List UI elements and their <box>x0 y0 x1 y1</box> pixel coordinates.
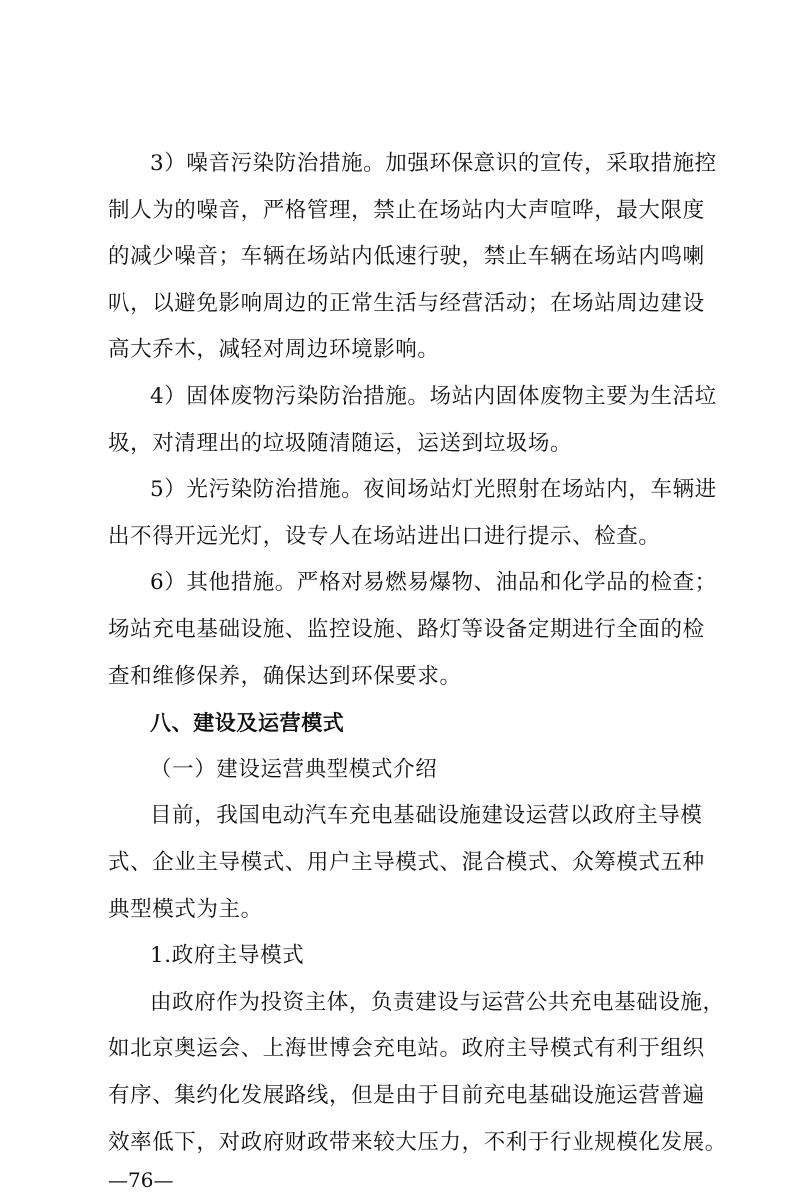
paragraph-line: 6）其他措施。严格对易燃易爆物、油品和化学品的检查； <box>150 570 717 596</box>
subsection-heading: 1.政府主导模式 <box>150 943 305 969</box>
subsection-heading: （一）建设运营典型模式介绍 <box>150 756 438 782</box>
paragraph-line: 制人为的噪音，严格管理，禁止在场站内大声喧哗，最大限度 <box>108 197 705 223</box>
paragraph-line: 查和维修保养，确保达到环保要求。 <box>108 663 462 689</box>
paragraph-line: 的减少噪音；车辆在场站内低速行驶，禁止车辆在场站内鸣喇 <box>108 244 705 270</box>
paragraph-line: 目前，我国电动汽车充电基础设施建设运营以政府主导模 <box>150 803 703 829</box>
paragraph-line: 如北京奥运会、上海世博会充电站。政府主导模式有利于组织 <box>108 1036 705 1062</box>
paragraph-line: 4）固体废物污染防治措施。场站内固体废物主要为生活垃 <box>150 384 717 409</box>
paragraph-line: 场站充电基础设施、监控设施、路灯等设备定期进行全面的检 <box>108 617 705 642</box>
paragraph-line: 典型模式为主。 <box>108 896 263 922</box>
paragraph-line: 效率低下，对政府财政带来较大压力，不利于行业规模化发展。 <box>108 1129 727 1155</box>
paragraph-line: 由政府作为投资主体，负责建设与运营公共充电基础设施， <box>150 989 725 1015</box>
page-number: —76— <box>108 1168 174 1193</box>
paragraph-line: 5）光污染防治措施。夜间场站灯光照射在场站内，车辆进 <box>150 477 717 503</box>
paragraph-line: 高大乔木，减轻对周边环境影响。 <box>108 337 440 363</box>
paragraph-line: 3）噪音污染防治措施。加强环保意识的宣传，采取措施控 <box>150 151 717 176</box>
paragraph-line: 叭，以避免影响周边的正常生活与经营活动；在场站周边建设 <box>108 290 705 316</box>
paragraph-line: 式、企业主导模式、用户主导模式、混合模式、众筹模式五种 <box>108 850 705 875</box>
paragraph-line: 有序、集约化发展路线，但是由于目前充电基础设施运营普遍 <box>108 1083 705 1108</box>
paragraph-line: 圾，对清理出的垃圾随清随运，运送到垃圾场。 <box>108 430 573 456</box>
section-heading: 八、建设及运营模式 <box>150 711 345 736</box>
paragraph-line: 出不得开远光灯，设专人在场站进出口进行提示、检查。 <box>108 523 661 549</box>
